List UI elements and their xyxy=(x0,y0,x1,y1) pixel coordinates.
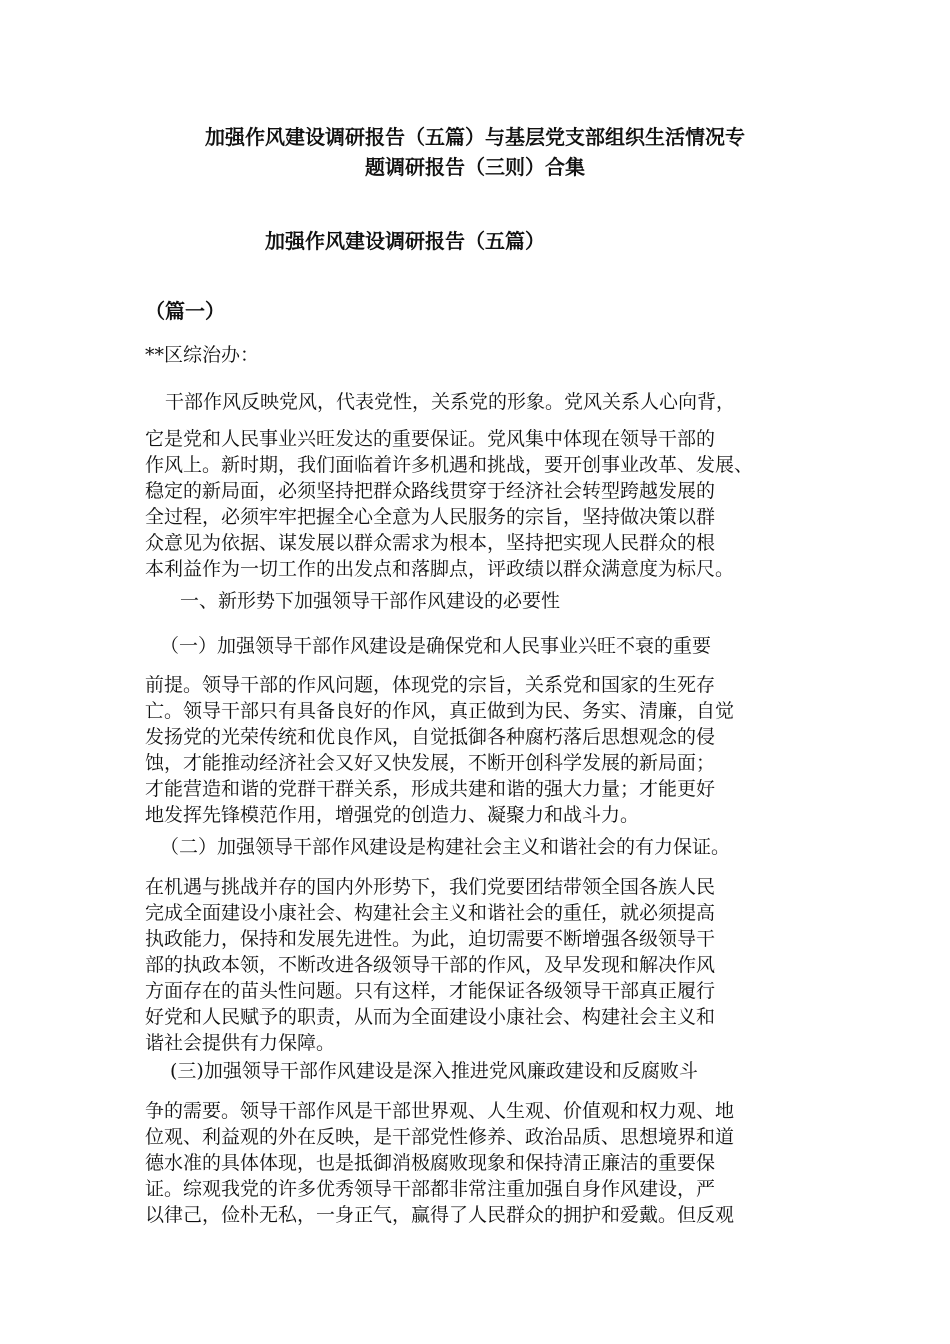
paragraph-line: 发扬党的光荣传统和优良作风，自觉抵御各种腐朽落后思想观念的侵 xyxy=(145,726,716,748)
title-line-2: 题调研报告（三则）合集 xyxy=(365,155,585,179)
intro-line: 作风上。新时期，我们面临着许多机遇和挑战，要开创事业改革、发展、 xyxy=(145,454,754,476)
subsection-1-first-line: （一）加强领导干部作风建设是确保党和人民事业兴旺不衰的重要 xyxy=(160,635,712,657)
paragraph-line: 地发挥先锋模范作用，增强党的创造力、凝聚力和战斗力。 xyxy=(145,804,640,826)
report-subtitle: 加强作风建设调研报告（五篇） xyxy=(265,229,545,253)
title-line-1: 加强作风建设调研报告（五篇）与基层党支部组织生活情况专 xyxy=(205,125,745,149)
section-heading: 一、新形势下加强领导干部作风建设的必要性 xyxy=(180,590,561,612)
subsection-2-first-line: （二）加强领导干部作风建设是构建社会主义和谐社会的有力保证。 xyxy=(160,836,731,858)
paragraph-line: 谐社会提供有力保障。 xyxy=(145,1032,336,1054)
intro-line: 它是党和人民事业兴旺发达的重要保证。党风集中体现在领导干部的 xyxy=(145,428,716,450)
paragraph-line: 亡。领导干部只有具备良好的作风，真正做到为民、务实、清廉，自觉 xyxy=(145,700,735,722)
document-title xyxy=(120,122,830,182)
paragraph-line: 完成全面建设小康社会、构建社会主义和谐社会的重任，就必须提高 xyxy=(145,902,716,924)
subsection-3-paragraph xyxy=(145,1098,734,1228)
paragraph-line: 争的需要。领导干部作风是干部世界观、人生观、价值观和权力观、地 xyxy=(145,1100,735,1122)
intro-paragraph xyxy=(145,426,753,582)
organization-name: **区综治办： xyxy=(145,344,260,366)
intro-line: 本利益作为一切工作的出发点和落脚点，评政绩以群众满意度为标尺。 xyxy=(145,558,735,580)
paragraph-line: 方面存在的苗头性问题。只有这样，才能保证各级领导干部真正履行 xyxy=(145,980,716,1002)
paragraph-line: 以律己，俭朴无私，一身正气，赢得了人民群众的拥护和爱戴。但反观 xyxy=(145,1204,735,1226)
paragraph-line: 部的执政本领，不断改进各级领导干部的作风，及早发现和解决作风 xyxy=(145,954,716,976)
paragraph-line: 执政能力，保持和发展先进性。为此，迫切需要不断增强各级领导干 xyxy=(145,928,716,950)
subsection-3-first-line: (三)加强领导干部作风建设是深入推进党风廉政建设和反腐败斗 xyxy=(170,1060,698,1082)
subsection-2-paragraph xyxy=(145,874,715,1056)
subsection-1-paragraph xyxy=(145,672,734,828)
paragraph-line: 证。综观我党的许多优秀领导干部都非常注重加强自身作风建设，严 xyxy=(145,1178,716,1200)
part-label: （篇一） xyxy=(145,299,225,323)
paragraph-line: 德水准的具体体现，也是抵御消极腐败现象和保持清正廉洁的重要保 xyxy=(145,1152,716,1174)
intro-line: 众意见为依据、谋发展以群众需求为根本，坚持把实现人民群众的根 xyxy=(145,532,716,554)
paragraph-line: 前提。领导干部的作风问题，体现党的宗旨，关系党和国家的生死存 xyxy=(145,674,716,696)
intro-line: 全过程，必须牢牢把握全心全意为人民服务的宗旨，坚持做决策以群 xyxy=(145,506,716,528)
paragraph-line: 在机遇与挑战并存的国内外形势下，我们党要团结带领全国各族人民 xyxy=(145,876,716,898)
intro-first-line: 干部作风反映党风，代表党性，关系党的形象。党风关系人心向背， xyxy=(165,391,736,413)
paragraph-line: 位观、利益观的外在反映，是干部党性修养、政治品质、思想境界和道 xyxy=(145,1126,735,1148)
paragraph-line: 好党和人民赋予的职责，从而为全面建设小康社会、构建社会主义和 xyxy=(145,1006,716,1028)
paragraph-line: 蚀，才能推动经济社会又好又快发展，不断开创科学发展的新局面； xyxy=(145,752,716,774)
intro-line: 稳定的新局面，必须坚持把群众路线贯穿于经济社会转型跨越发展的 xyxy=(145,480,716,502)
paragraph-line: 才能营造和谐的党群干群关系，形成共建和谐的强大力量；才能更好 xyxy=(145,778,716,800)
